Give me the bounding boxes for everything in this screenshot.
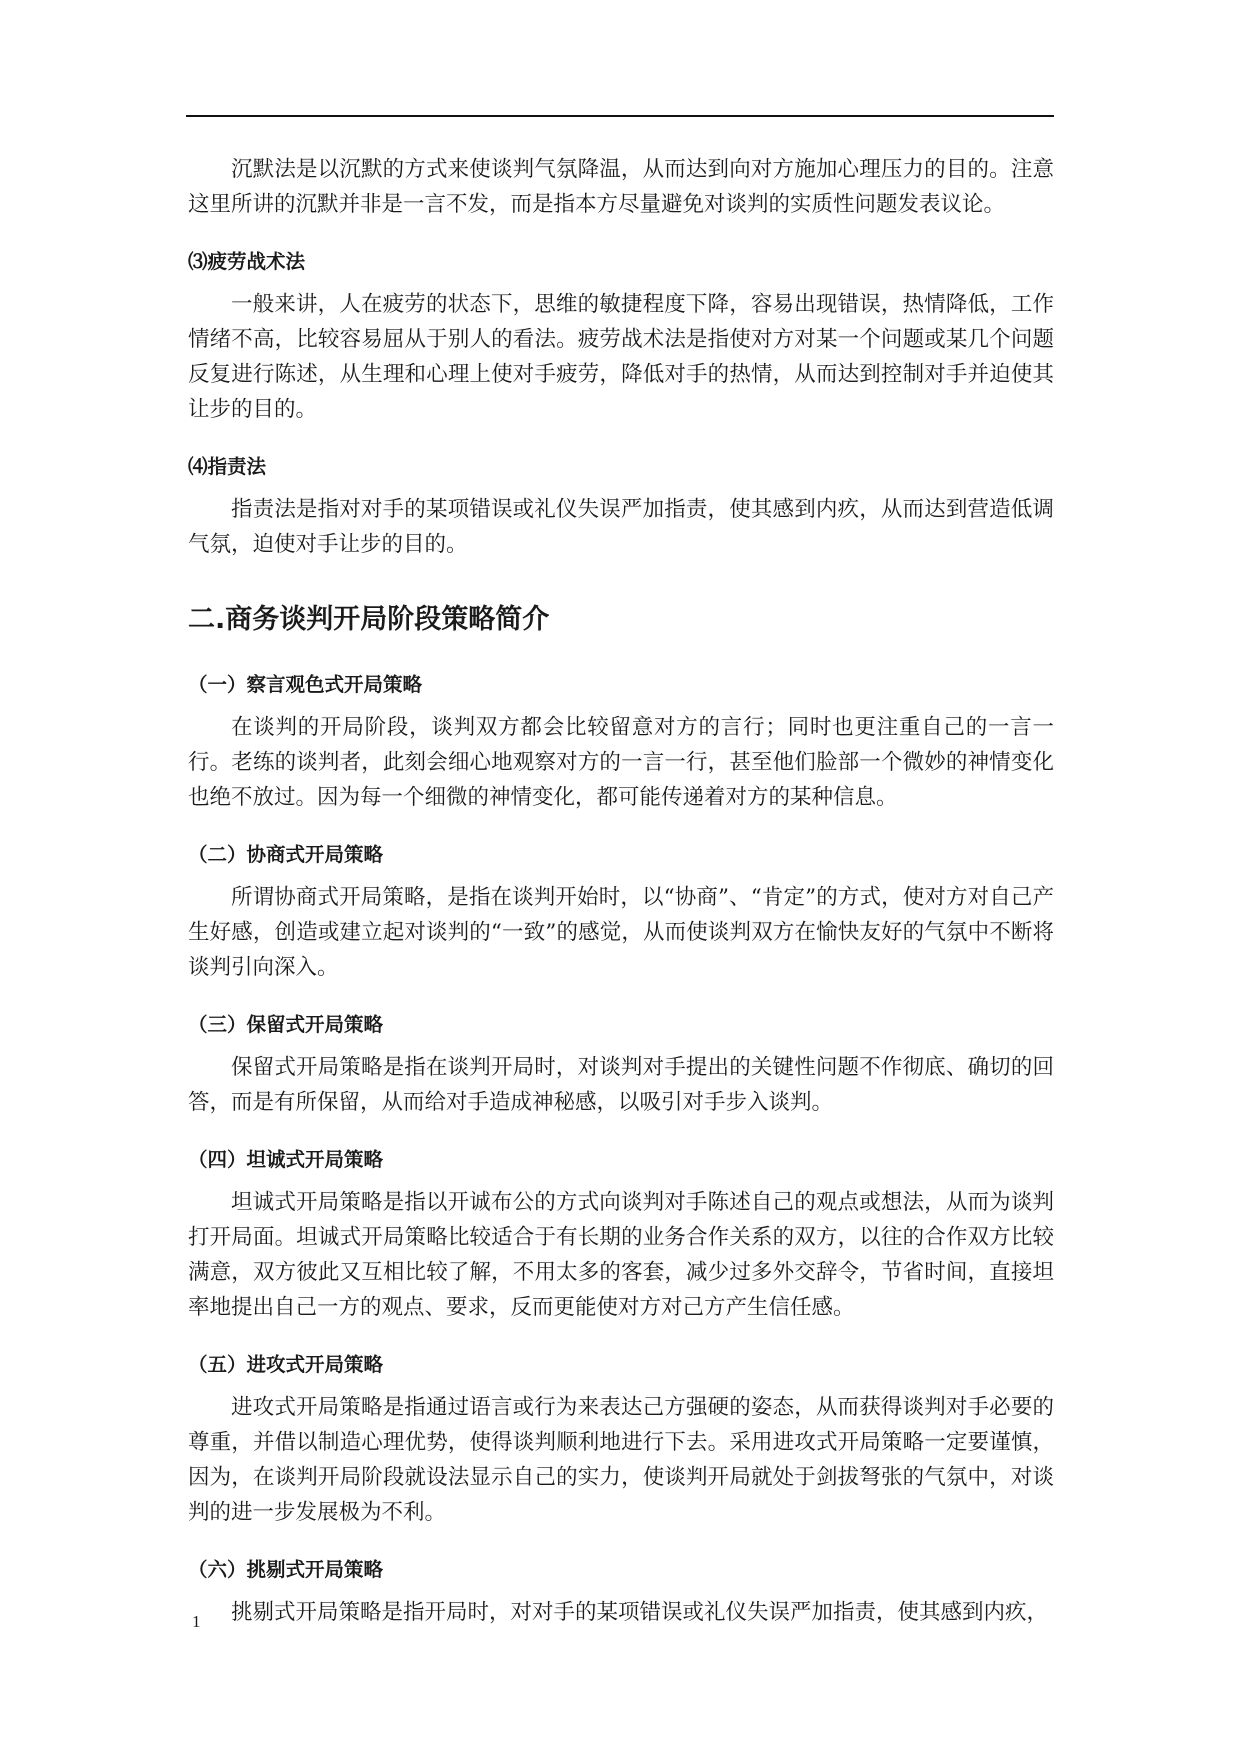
paragraph-aggressive-strategy: 进攻式开局策略是指通过语言或行为来表达己方强硬的姿态，从而获得谈判对手必要的尊重，并借以制造心理优势，使得谈判顺利地进行下去。采用进攻式开局策略一定要谨慎，因为，在谈判开局阶段就设法显示自己的实力，使谈判开局就处于剑拔弩张的气氛中，对谈判的进一步发展极为不利。 — [188, 1395, 1054, 1525]
subheading-observe-strategy: （一）察言观色式开局策略 — [188, 673, 423, 696]
paragraph-reserved-strategy: 保留式开局策略是指在谈判开局时，对谈判对手提出的关键性问题不作彻底、确切的回答，而是有所保留，从而给对手造成神秘感，以吸引对手步入谈判。 — [188, 1055, 1054, 1115]
subheading-picky-strategy: （六）挑剔式开局策略 — [188, 1558, 384, 1581]
paragraph-candid-strategy: 坦诚式开局策略是指以开诚布公的方式向谈判对手陈述自己的观点或想法，从而为谈判打开局面。坦诚式开局策略比较适合于有长期的业务合作关系的双方，以往的合作双方比较满意，双方彼此又互相比较了解，不用太多的客套，减少过多外交辞令，节省时间，直接坦率地提出自己一方的观点、要求，反而更能使对方对己方产生信任感。 — [188, 1190, 1054, 1320]
subheading-fatigue-tactic: ⑶疲劳战术法 — [188, 250, 306, 273]
header-rule — [186, 115, 1054, 117]
subheading-reserved-strategy: （三）保留式开局策略 — [188, 1013, 384, 1036]
section-title: 二.商务谈判开局阶段策略简介 — [188, 604, 550, 635]
paragraph-observe-strategy: 在谈判的开局阶段，谈判双方都会比较留意对方的言行；同时也更注重自己的一言一行。老练的谈判者，此刻会细心地观察对方的一言一行，甚至他们脸部一个微妙的神情变化也绝不放过。因为每一个细微的神情变化，都可能传递着对方的某种信息。 — [188, 715, 1054, 810]
subheading-candid-strategy: （四）坦诚式开局策略 — [188, 1148, 384, 1171]
paragraph-consultative-strategy: 所谓协商式开局策略，是指在谈判开始时，以“协商”、“肯定”的方式，使对方对自己产生好感，创造或建立起对谈判的“一致”的感觉，从而使谈判双方在愉快友好的气氛中不断将谈判引向深入。 — [188, 885, 1054, 980]
paragraph-picky-strategy: 挑剔式开局策略是指开局时，对对手的某项错误或礼仪失误严加指责，使其感到内疚， — [231, 1600, 1049, 1625]
paragraph-silence-method: 沉默法是以沉默的方式来使谈判气氛降温，从而达到向对方施加心理压力的目的。注意这里所讲的沉默并非是一言不发，而是指本方尽量避免对谈判的实质性问题发表议论。 — [188, 157, 1054, 217]
subheading-consultative-strategy: （二）协商式开局策略 — [188, 843, 384, 866]
paragraph-fatigue-tactic: 一般来讲，人在疲劳的状态下，思维的敏捷程度下降，容易出现错误，热情降低，工作情绪不高，比较容易屈从于别人的看法。疲劳战术法是指使对方对某一个问题或某几个问题反复进行陈述，从生理和心理上使对手疲劳，降低对手的热情，从而达到控制对手并迫使其让步的目的。 — [188, 292, 1054, 422]
document-body — [188, 152, 1054, 1630]
subheading-aggressive-strategy: （五）进攻式开局策略 — [188, 1353, 384, 1376]
page-number: 1 — [192, 1612, 201, 1631]
paragraph-blame-method: 指责法是指对对手的某项错误或礼仪失误严加指责，使其感到内疚，从而达到营造低调气氛，迫使对手让步的目的。 — [188, 497, 1054, 557]
subheading-blame-method: ⑷指责法 — [188, 455, 267, 478]
